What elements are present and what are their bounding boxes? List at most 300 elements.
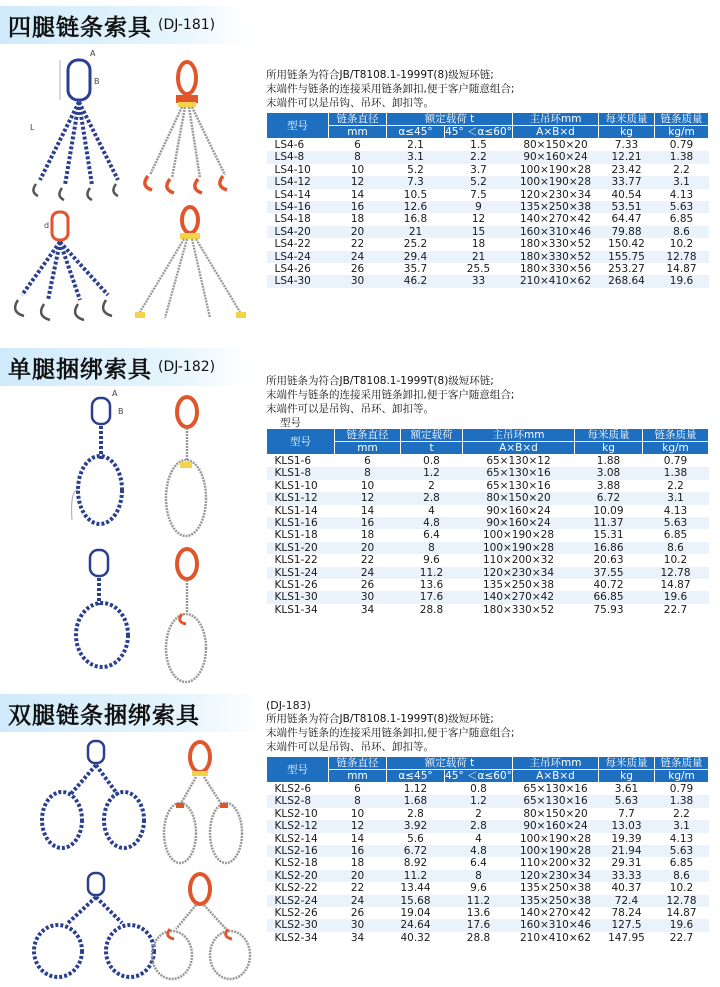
cell: LS4-8 [267,151,329,163]
intro-text-dj181 [266,68,514,110]
section-title-bar-dj182 [0,348,250,386]
cell: 5.2 [407,163,424,176]
table-row [267,907,709,919]
cell: 12.78 [643,567,709,579]
table-row [267,213,709,225]
col-header-model: 型号 [267,757,329,783]
col-header-load: 额定载荷 t [387,113,513,126]
table-row [267,591,709,603]
col-header-weight: 每米质量 [599,757,655,770]
cell: 10.2 [663,554,688,567]
cell: 10.2 [669,238,694,251]
cell: KLS1-14 [274,504,318,517]
chain-photo-bottom [135,207,246,318]
cell: KLS1-26 [274,579,318,592]
table-row [267,176,709,188]
cell: 3.61 [614,783,639,795]
cell: KLS2-26 [274,907,318,920]
cell: KLS2-10 [274,807,318,820]
cell: 35.7 [403,263,428,276]
cell: 10.5 [403,188,428,201]
col-unit: A×B×d [513,126,599,139]
chain-photo-top [145,62,227,193]
cell: 160×310×46 [513,919,599,931]
cell: 120×230×34 [463,567,575,579]
cell: 30 [329,275,387,287]
section-code: (DJ-183) [266,699,311,712]
table-row [267,505,709,517]
cell: 53.51 [599,201,655,213]
cell: 135×250×38 [519,882,592,895]
cell: 6.85 [663,529,688,542]
cell: 127.5 [599,919,655,931]
cell: KLS1-10 [274,479,318,492]
cell: 1.2 [445,795,513,807]
cell: 12.78 [655,895,709,907]
cell: 14 [350,188,365,201]
col-unit: 45° ＜α≤60° [445,770,512,782]
cell: 22 [350,882,365,895]
intro-line: 末端件与链条的连接采用链条卸扣,便于客户随意组合; [266,727,515,739]
cell: 19.39 [611,832,642,845]
cell: LS4-16 [267,201,329,213]
cell: 10 [350,163,365,176]
table-row [267,882,709,894]
cell: 8 [445,870,513,882]
cell: 25.2 [403,238,428,251]
cell: 8.92 [403,857,428,870]
intro-text-dj182 [266,374,514,430]
cell: 1.38 [643,467,709,479]
cell: 23.42 [611,163,642,176]
cell: KLS2-24 [267,895,329,907]
cell: 20 [329,226,387,238]
cell: 5.6 [407,832,424,845]
table-row [267,567,709,579]
cell: 72.4 [599,895,655,907]
cell: 14 [350,832,365,845]
cell: 90×160×24 [513,820,599,832]
table-row [267,467,709,479]
cell: 155.75 [599,251,655,263]
cell: 6 [364,455,371,467]
cell: 8 [401,542,463,554]
cell: 0.79 [669,139,694,151]
cell: 40.37 [611,882,642,895]
col-header-ring: 主吊环mm [513,113,599,126]
col-header-ring: 主吊环mm [513,757,599,770]
cell: 22 [360,554,375,567]
col-header-model: 型号 [267,429,335,455]
cell: 4.8 [445,845,513,857]
cell: 6.72 [387,845,445,857]
cell: 3.1 [655,820,709,832]
cell: 8 [335,467,401,479]
col-unit: 45° ＜α≤60° [445,126,512,138]
cell: 18 [360,529,375,542]
cell: 8 [329,151,387,163]
cell: 13.6 [466,907,491,920]
cell: 29.31 [611,857,642,870]
cell: KLS1-16 [267,517,335,529]
col-unit: α≤45° [387,770,445,783]
cell: 210×410×62 [513,275,599,287]
cell: 4.13 [669,188,694,201]
table-row [267,845,709,857]
cell: 13.44 [400,882,431,895]
col-header-weight: 每米质量 [575,429,643,442]
cell: KLS2-20 [267,870,329,882]
table-row [267,201,709,213]
cell: 17.6 [445,919,513,931]
cell: 15 [445,226,513,238]
cell: 2.8 [401,492,463,504]
cell: 8.6 [655,226,709,238]
table-row [267,275,709,287]
cell: 140×270×42 [519,907,592,920]
cell: 1.68 [387,795,445,807]
cell: 13.6 [419,579,444,592]
cell: 19.6 [643,591,709,603]
cell: 26 [350,263,365,276]
cell: 64.47 [611,213,642,226]
cell: 46.2 [387,275,445,287]
cell: 10 [360,479,375,492]
cell: 33 [445,275,513,287]
col-header-load: 额定载荷 t [387,757,513,770]
cell: 2.8 [445,820,513,832]
cell: 3.1 [655,176,709,188]
cell: 21.94 [599,845,655,857]
cell: 12.6 [387,201,445,213]
cell: 7.5 [470,188,487,201]
intro-line: 末端件与链条的连接采用链条卸扣,便于客户随意组合; [266,389,515,401]
cell: 12 [471,213,486,226]
choker-diagram-top [72,390,124,524]
cell: LS4-18 [274,213,311,226]
cell: 8 [329,795,387,807]
col-unit: kg [599,126,655,139]
cell: KLS2-34 [274,931,318,944]
spec-table-dj181 [266,112,709,288]
intro-text-dj183 [266,712,514,754]
col-header-chain-mass: 链条质量 [655,113,709,126]
cell: 2.2 [673,807,690,820]
table-row [267,455,709,468]
cell: KLS1-20 [267,542,335,554]
cell: LS4-24 [267,251,329,263]
cell: 11.2 [387,870,445,882]
cell: 40.32 [400,931,431,944]
intro-line: 末端件可以是吊钩、吊环、卸扣等。 [266,741,434,753]
cell: 6 [354,139,361,151]
cell: LS4-12 [267,176,329,188]
cell: 34 [360,603,375,616]
cell: 79.88 [599,226,655,238]
col-unit: A×B×d [463,442,575,455]
cell: 14.87 [666,263,697,276]
cell: KLS1-8 [267,467,335,479]
cell: 20.63 [593,554,624,567]
cell: 33.33 [599,870,655,882]
table-row [267,139,709,152]
cell: 9 [445,201,513,213]
cell: 80×150×20 [523,807,588,820]
cell: 65×130×16 [463,467,575,479]
cell: 12 [329,176,387,188]
table-row [267,542,709,554]
cell: 2.8 [407,807,424,820]
col-unit: kg [575,442,643,455]
cell: 24.64 [387,919,445,931]
intro-line: 末端件可以是吊钩、吊环、卸扣等。 [266,97,434,109]
cell: 135×250×38 [513,895,599,907]
cell: 78.24 [611,907,642,920]
cell: 3.1 [387,151,445,163]
cell: 110×200×32 [482,554,555,567]
cell: 12.21 [599,151,655,163]
cell: 0.8 [470,783,487,795]
section-code: (DJ-181) [158,17,216,33]
cell: KLS2-16 [267,845,329,857]
cell: 30 [329,919,387,931]
table-row [267,554,709,566]
dim-label-a: A [90,50,96,58]
cell: 5.2 [445,176,513,188]
cell: 180×330×52 [482,603,555,616]
cell: 3.08 [575,467,643,479]
cell: LS4-26 [274,263,311,276]
choker-photo-top [166,397,206,536]
cell: 11.2 [445,895,513,907]
cell: 150.42 [608,238,645,251]
cell: 18 [350,213,365,226]
table-row [267,857,709,869]
cell: 24 [329,251,387,263]
cell: 0.79 [663,455,688,467]
cell: 2 [428,479,435,492]
cell: 65×130×16 [513,795,599,807]
cell: 100×190×28 [519,163,592,176]
col-header-diameter: 链条直径 [329,757,387,770]
cell: KLS2-6 [274,783,312,795]
cell: 9.6 [423,554,440,567]
cell: 6.4 [470,857,487,870]
cell: 15.31 [593,529,624,542]
col-header-diameter: 链条直径 [329,113,387,126]
table-row [267,932,709,944]
two-leg-diagram-bottom [34,873,154,977]
cell: 1.38 [655,795,709,807]
table-row [267,263,709,275]
table-row [267,808,709,820]
cell: 90×160×24 [463,517,575,529]
cell: 2.2 [445,151,513,163]
cell: 12.78 [655,251,709,263]
cell: 80×150×20 [463,492,575,504]
cell: 26 [350,907,365,920]
cell: 28.8 [419,603,444,616]
cell: 100×190×28 [513,176,599,188]
choker-photo-bottom [166,549,206,682]
cell: 4.13 [669,832,694,845]
section-title: 单腿捆绑索具 [8,356,152,383]
cell: 8.6 [643,542,709,554]
cell: 135×250×38 [482,579,555,592]
section-title: 四腿链条索具 [8,14,152,41]
cell: 5.63 [655,201,709,213]
cell: 0.8 [423,455,440,467]
col-unit: A×B×d [513,770,599,783]
table-row [267,604,709,616]
cell: LS4-22 [274,238,311,251]
table-row [267,820,709,832]
col-unit: kg/m [655,126,709,139]
col-unit: mm [329,770,387,783]
table-row [267,480,709,492]
dim-label-l: L [30,123,35,132]
section-title-bar-dj183 [0,694,262,732]
section-code: (DJ-182) [158,359,216,375]
cell: 160×310×46 [513,226,599,238]
cell: 65×130×16 [486,479,551,492]
cell: 100×190×28 [463,542,575,554]
cell: 20 [329,870,387,882]
section-title: 双腿链条捆绑索具 [8,702,200,729]
table-row [267,492,709,504]
cell: 16.86 [575,542,643,554]
cell: 100×190×28 [482,529,555,542]
intro-line: 所用链条为符合JB/T8108.1-1999T(8)级短环链; [266,375,494,387]
col-header-weight: 每米质量 [599,113,655,126]
col-unit: kg [599,770,655,783]
cell: 26 [360,579,375,592]
cell: 13.03 [599,820,655,832]
cell: 66.85 [575,591,643,603]
cell: 268.64 [599,275,655,287]
cell: 6.4 [423,529,440,542]
cell: 21 [387,226,445,238]
cell: 180×330×56 [519,263,592,276]
table-row [267,579,709,591]
cell: 33.77 [599,176,655,188]
cell: 20 [335,542,401,554]
cell: 2.1 [407,139,424,151]
cell: 28.8 [466,931,491,944]
cell: 140×270×42 [463,591,575,603]
cell: 180×330×52 [513,251,599,263]
cell: LS4-14 [274,188,311,201]
cell: LS4-30 [267,275,329,287]
cell: 1.12 [403,783,428,795]
cell: 17.6 [401,591,463,603]
cell: KLS1-22 [274,554,318,567]
cell: 147.95 [608,931,645,944]
cell: 4 [428,504,435,517]
cell: 1.2 [401,467,463,479]
cell: 140×270×42 [519,213,592,226]
cell: 18 [471,238,486,251]
cell: 4.8 [401,517,463,529]
cell: 37.55 [575,567,643,579]
cell: 75.93 [593,603,624,616]
cell: 5.63 [599,795,655,807]
cell: 2.2 [673,163,690,176]
cell: 11.37 [575,517,643,529]
two-leg-choker-illustration [0,735,260,985]
cell: 16 [329,201,387,213]
cell: 24 [335,567,401,579]
cell: 3.92 [387,820,445,832]
cell: 30 [335,591,401,603]
cell: 40.54 [611,188,642,201]
cell: 22.7 [669,931,694,944]
spec-table-dj183 [266,756,709,944]
extra-label: 型号 [280,417,301,429]
intro-line: 所用链条为符合JB/T8108.1-1999T(8)级短环链; [266,69,494,81]
cell: KLS2-8 [267,795,329,807]
cell: 1.88 [596,455,621,467]
col-header-chain-mass: 链条质量 [643,429,709,442]
cell: LS4-6 [274,139,305,151]
cell: 11.2 [401,567,463,579]
col-unit: mm [329,126,387,139]
cell: 6 [354,783,361,795]
cell: 5.63 [643,517,709,529]
two-leg-diagram-top [42,741,144,848]
cell: 100×190×28 [513,845,599,857]
cell: 34 [350,931,365,944]
table-row [267,189,709,201]
col-unit: t [401,442,463,455]
cell: 22 [350,238,365,251]
cell: 210×410×62 [519,931,592,944]
table-row [267,783,709,796]
cell: 110×200×32 [519,857,592,870]
cell: 7.7 [618,807,635,820]
cell: 21 [445,251,513,263]
cell: 6.85 [669,857,694,870]
col-unit: kg/m [643,442,709,455]
table-row [267,895,709,907]
chain-diagram-bottom [15,212,112,320]
col-header-load: 额定载荷 [401,429,463,442]
cell: KLS2-14 [274,832,318,845]
cell: 3.88 [596,479,621,492]
cell: 40.72 [593,579,624,592]
cell: KLS1-30 [267,591,335,603]
cell: 3.1 [643,492,709,504]
cell: 16 [329,845,387,857]
single-leg-choker-illustration [0,390,260,690]
cell: 135×250×38 [513,201,599,213]
cell: 65×130×16 [523,783,588,795]
table-row [267,151,709,163]
choker-diagram-bottom [76,550,128,667]
col-unit: mm [335,442,401,455]
two-leg-photo-top [164,742,242,863]
two-leg-photo-bottom [152,874,250,979]
cell: 14.87 [666,907,697,920]
col-header-chain-mass: 链条质量 [655,757,709,770]
cell: 0.79 [669,783,694,795]
cell: 1.38 [655,151,709,163]
cell: 10.09 [593,504,624,517]
cell: 100×190×28 [519,832,592,845]
cell: 80×150×20 [523,139,588,151]
table-row [267,238,709,250]
cell: 4.13 [663,504,688,517]
